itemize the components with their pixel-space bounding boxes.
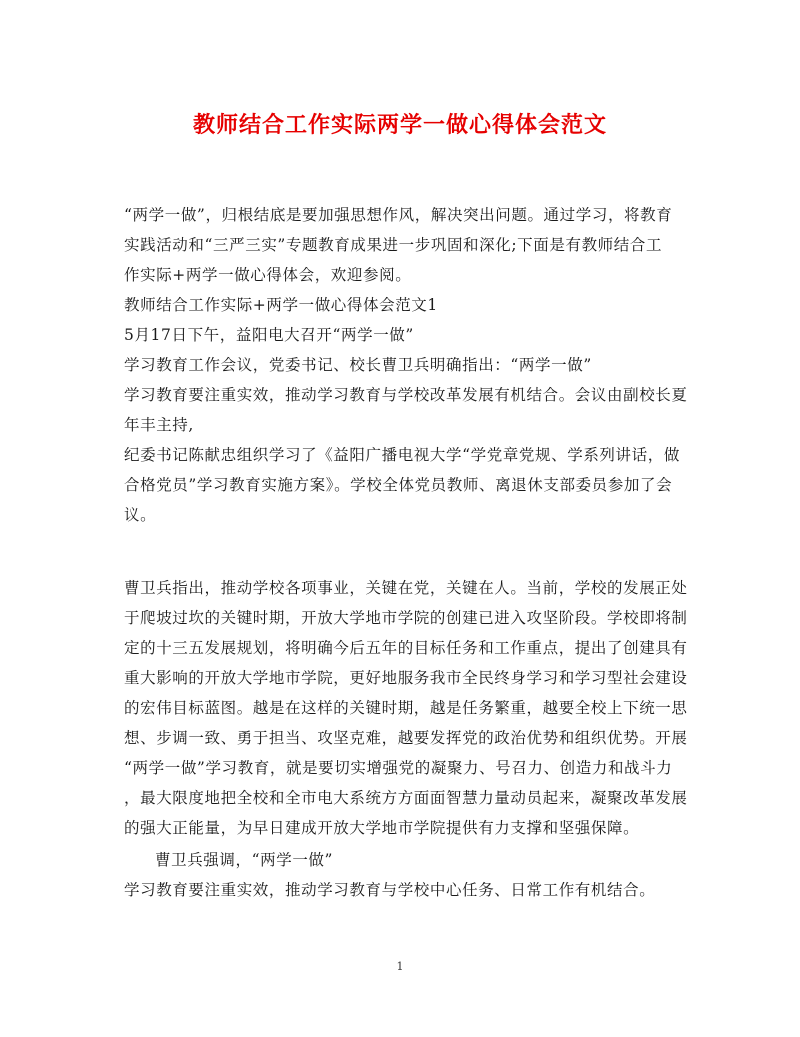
paragraph-line: 纪委书记陈献忠组织学习了《益阳广播电视大学“学党章党规、学系列讲话，做 [124, 446, 680, 464]
paragraph-line: “两学一做”，归根结底是要加强思想作风，解决突出问题。通过学习，将教育 [124, 206, 673, 224]
paragraph-line: 于爬坡过坎的关键时期，开放大学地市学院的创建已进入攻坚阶段。学校即将制 [124, 609, 688, 627]
page-number: 1 [396, 960, 404, 973]
paragraph-line: 合格党员”学习教育实施方案》。学校全体党员教师、离退休支部委员参加了会 [124, 476, 673, 494]
paragraph-line: 曹卫兵强调，“两学一做” [155, 851, 334, 869]
paragraph-line: 学习教育要注重实效，推动学习教育与学校改革发展有机结合。会议由副校长夏 [124, 386, 688, 404]
paragraph-line: 重大影响的开放大学地市学院，更好地服务我市全民终身学习和学习型社会建设 [124, 669, 688, 687]
paragraph-line: 学习教育要注重实效，推动学习教育与学校中心任务、日常工作有机结合。 [124, 881, 656, 899]
paragraph-line: ，最大限度地把全校和全市电大系统方方面面智慧力量动员起来，凝聚改革发展 [124, 789, 688, 807]
paragraph-line: 的宏伟目标蓝图。越是在这样的关键时期，越是任务繁重，越要全校上下统一思 [124, 699, 688, 717]
paragraph-line: “两学一做”学习教育，就是要切实增强党的凝聚力、号召力、创造力和战斗力 [124, 759, 673, 777]
paragraph-line: 年丰主持, [124, 416, 194, 434]
paragraph-line: 议。 [124, 506, 157, 524]
paragraph-line: 5月17日下午，益阳电大召开“两学一做” [124, 326, 414, 344]
paragraph-line: 的强大正能量，为早日建成开放大学地市学院提供有力支撑和坚强保障。 [124, 819, 640, 837]
paragraph-line: 学习教育工作会议，党委书记、校长曹卫兵明确指出：“两学一做” [124, 356, 592, 374]
paragraph-line: 作实际+两学一做心得体会，欢迎参阅。 [124, 266, 412, 284]
subheading-line: 教师结合工作实际+两学一做心得体会范文1 [124, 296, 438, 314]
document-title: 教师结合工作实际两学一做心得体会范文 [192, 112, 607, 138]
paragraph-line: 曹卫兵指出，推动学校各项事业，关键在党，关键在人。当前，学校的发展正处 [124, 579, 688, 597]
paragraph-line: 实践活动和“三严三实”专题教育成果进一步巩固和深化;下面是有教师结合工 [124, 236, 663, 254]
paragraph-line: 定的十三五发展规划，将明确今后五年的目标任务和工作重点，提出了创建具有 [124, 639, 688, 657]
paragraph-line: 想、步调一致、勇于担当、攻坚克难，越要发挥党的政治优势和组织优势。开展 [124, 729, 688, 747]
